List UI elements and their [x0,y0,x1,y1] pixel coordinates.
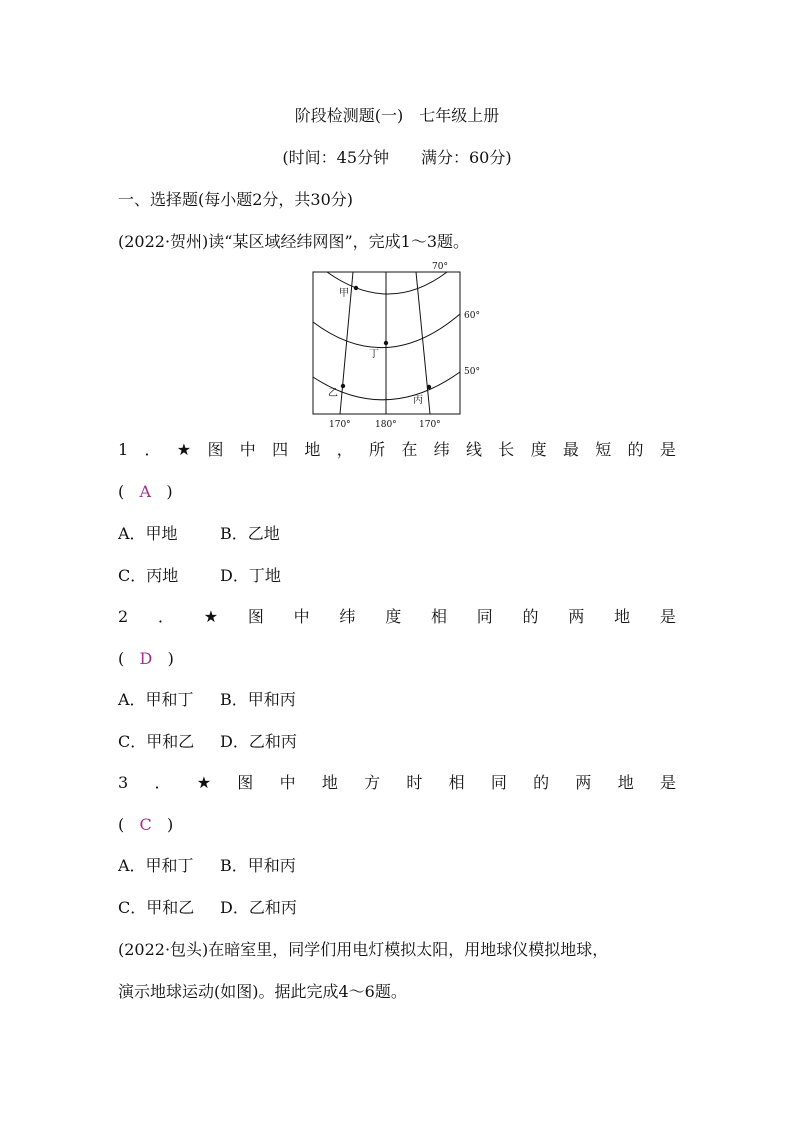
material-intro-1: (2022·贺州)读“某区域经纬网图”，完成1～3题。 [118,232,470,251]
lat-label-60: 60° [464,311,480,321]
graticule-map [309,258,480,434]
stem-char: 度 [530,440,547,459]
option-c[interactable]: C．甲和乙 [118,898,195,917]
paren-close: ) [167,649,174,668]
paren-open: ( [118,482,125,501]
lon-label-170-right: 170° [419,420,441,430]
paren-close: ) [167,815,174,834]
stem-char: ★ [203,607,219,626]
stem-char: 长 [498,440,515,459]
stem-char: 两 [575,773,592,792]
stem-char: 1 [118,440,129,459]
stem-char: ． [154,773,171,792]
question-2-options-row-2 [118,732,297,752]
material-intro-2-line-2: 演示地球运动(如图)。据此完成4～6题。 [118,982,407,1001]
question-3-options-row-1 [118,856,296,876]
point-ding-dot [384,341,388,345]
paren-close: ) [166,482,173,501]
stem-char: ． [144,440,161,459]
stem-char: ． [157,607,174,626]
material-intro-2-line-1: (2022·包头)在暗室里，同学们用电灯模拟太阳，用地球仪模拟地球， [118,940,609,959]
point-bing-dot [427,385,431,389]
question-1-options-row-1 [118,524,280,544]
stem-char: 图 [237,773,254,792]
point-ding-label: 丁 [369,349,379,360]
stem-char: 同 [476,607,493,626]
option-a[interactable]: A．甲和丁 [118,690,194,709]
stem-char: 是 [659,440,676,459]
stem-char: 地 [614,607,631,626]
paren-open: ( [118,649,125,668]
point-jia-label: 甲 [339,288,349,299]
stem-char: 中 [239,440,256,459]
option-a[interactable]: A．甲和丁 [118,856,194,875]
stem-char: 的 [522,607,539,626]
question-1-answer-line [118,482,173,502]
page-title: 阶段检测题(一) 七年级上册 [294,106,500,125]
stem-char: 度 [385,607,402,626]
question-1-stem [118,440,676,460]
point-jia-dot [354,286,358,290]
point-bing-label: 丙 [413,395,423,406]
point-yi-dot [341,384,345,388]
option-c[interactable]: C．丙地 [118,566,179,585]
stem-char: 时 [406,773,423,792]
stem-char: 3 [118,773,129,792]
stem-char: 的 [533,773,550,792]
option-d[interactable]: D．乙和丙 [220,732,297,751]
option-d[interactable]: D．乙和丙 [220,898,297,917]
option-b[interactable]: B．甲和丙 [220,856,296,875]
stem-char: 是 [659,607,676,626]
stem-char: ★ [176,440,192,459]
question-2-answer-line [118,649,174,669]
question-3-options-row-2 [118,898,297,918]
question-3-answer: C [139,815,152,834]
section-heading: 一、选择题(每小题2分，共30分) [118,190,354,209]
stem-char: 2 [118,607,129,626]
stem-char: 方 [364,773,381,792]
stem-char: 图 [247,607,264,626]
stem-char: 短 [595,440,612,459]
stem-char: 同 [490,773,507,792]
option-b[interactable]: B．乙地 [220,524,280,543]
stem-char: 四 [272,440,289,459]
lon-label-180: 180° [375,420,397,430]
stem-char: 两 [568,607,585,626]
stem-char: 纬 [433,440,450,459]
lat-label-70: 70° [432,262,448,272]
stem-char: 的 [627,440,644,459]
paren-open: ( [118,815,125,834]
stem-char: 相 [448,773,465,792]
stem-char: 中 [279,773,296,792]
question-2-answer: D [139,649,153,668]
stem-char: 相 [430,607,447,626]
question-3-answer-line [118,815,173,835]
stem-char: 在 [401,440,418,459]
stem-char: 是 [659,773,676,792]
stem-char: 中 [293,607,310,626]
page-subtitle: (时间：45分钟 满分：60分) [282,148,512,167]
stem-char: 纬 [339,607,356,626]
stem-char: 地 [304,440,321,459]
stem-char: 所 [369,440,386,459]
question-2-stem [118,607,676,627]
stem-char: ★ [196,773,212,792]
point-yi-label: 乙 [328,388,338,399]
option-d[interactable]: D．丁地 [220,566,281,585]
option-a[interactable]: A．甲地 [118,524,178,543]
stem-char: 线 [465,440,482,459]
question-2-options-row-1 [118,690,296,710]
option-c[interactable]: C．甲和乙 [118,732,195,751]
stem-char: ， [336,440,353,459]
stem-char: 最 [562,440,579,459]
stem-char: 图 [207,440,224,459]
stem-char: 地 [617,773,634,792]
stem-char: 地 [321,773,338,792]
lat-label-50: 50° [464,367,480,377]
question-3-stem [118,773,676,793]
option-b[interactable]: B．甲和丙 [220,690,296,709]
lon-label-170-left: 170° [329,420,351,430]
question-1-answer: A [139,482,152,501]
question-1-options-row-2 [118,566,281,586]
